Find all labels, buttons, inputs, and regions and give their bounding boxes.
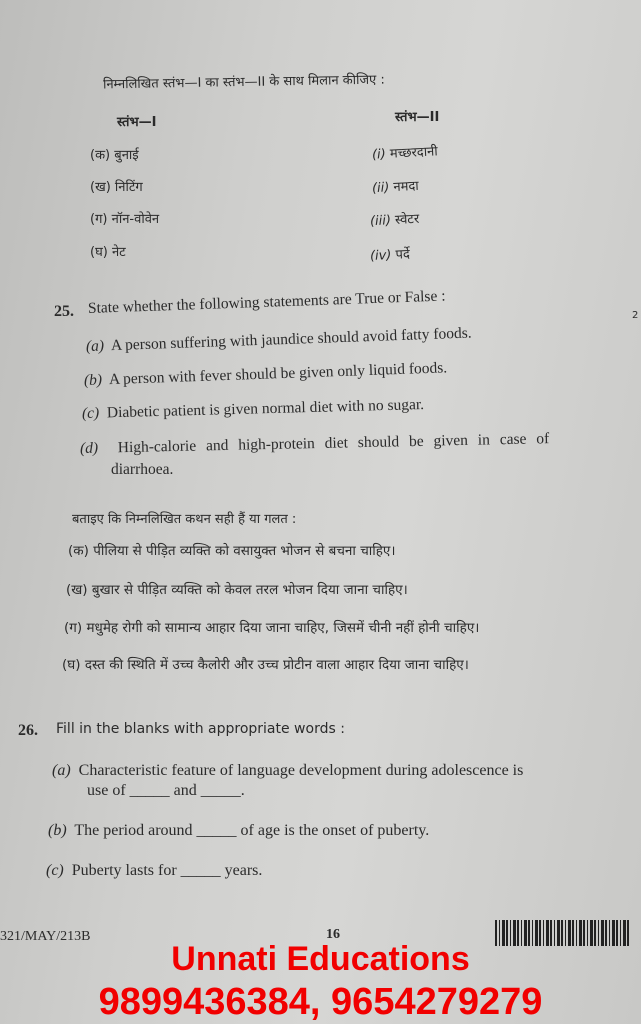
question-25-hindi-item: (घ) दस्त की स्थिति में उच्च कैलोरी और उच्च प्रोटीन वाला आहार दिया जाना चाहिए। <box>62 657 469 673</box>
question-25-number: 25. <box>54 303 74 320</box>
match-col2-item: (ii) नमदा <box>371 178 420 197</box>
question-25-item-continued: diarrhoea. <box>111 461 174 478</box>
question-26-number: 26. <box>18 722 38 739</box>
match-col1-item: (क) बुनाई <box>90 148 139 163</box>
match-col1-item: (घ) नेट <box>90 245 126 260</box>
paper-code: 321/MAY/213B <box>0 929 91 944</box>
match-col2-item: (i) मच्छरदानी <box>371 144 439 163</box>
question-25-item: (b) A person with fever should be given only liquid foods. <box>83 359 448 389</box>
question-26-item: (a) Characteristic feature of language development during adolescence is <box>52 762 524 779</box>
question-26-item: (c) Puberty lasts for _____ years. <box>46 862 263 879</box>
match-instruction: निम्नलिखित स्तंभ—I का स्तंभ—II के साथ मिलान कीजिए : <box>102 72 385 93</box>
question-26-prompt: Fill in the blanks with appropriate words : <box>56 721 345 737</box>
watermark-phone: 9899436384, 9654279279 <box>98 981 543 1023</box>
question-25-hindi-prompt: बताइए कि निम्नलिखित कथन सही हैं या गलत : <box>72 512 297 527</box>
question-26-item: (b) The period around _____ of age is the onset of puberty. <box>48 822 430 839</box>
page-number: 16 <box>326 927 340 942</box>
question-25-prompt: State whether the following statements are True or False : <box>87 287 446 317</box>
question-25-item: (d) High-calorie and high-protein diet should be given in case of <box>79 430 550 457</box>
question-25-item: (a) A person suffering with jaundice should avoid fatty foods. <box>85 324 472 355</box>
question-25-hindi-item: (ग) मधुमेह रोगी को सामान्य आहार दिया जाना चाहिए, जिसमें चीनी नहीं होनी चाहिए। <box>64 620 480 636</box>
question-25-hindi-item: (ख) बुखार से पीड़ित व्यक्ति को केवल तरल भोजन दिया जाना चाहिए। <box>66 582 408 598</box>
side-mark: 2 <box>632 310 639 321</box>
watermark-brand: Unnati Educations <box>171 940 470 978</box>
match-col2-item: (iv) पर्दे <box>369 246 411 265</box>
column-1-header: स्तंभ—I <box>117 115 157 130</box>
match-col1-item: (ख) निटिंग <box>90 180 143 195</box>
question-25-item: (c) Diabetic patient is given normal diet with no sugar. <box>81 396 425 422</box>
question-26-item-continued: use of _____ and _____. <box>87 782 245 799</box>
match-col2-item: (iii) स्वेटर <box>369 211 420 230</box>
column-2-header: स्तंभ—II <box>395 110 440 125</box>
question-25-hindi-item: (क) पीलिया से पीड़ित व्यक्ति को वसायुक्त भोजन से बचना चाहिए। <box>68 543 396 559</box>
match-col1-item: (ग) नॉन-वोवेन <box>90 212 160 227</box>
